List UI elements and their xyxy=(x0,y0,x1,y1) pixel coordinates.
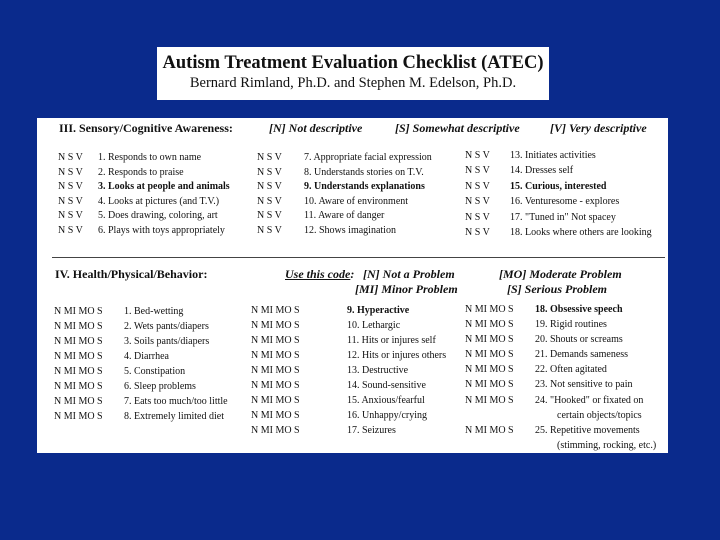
checklist-item xyxy=(465,424,656,439)
item-label: 2. Wets pants/diapers xyxy=(124,321,209,332)
rating-codes[interactable]: N S V xyxy=(257,166,282,178)
rating-codes[interactable]: N MI MO S xyxy=(465,364,514,376)
rating-codes[interactable]: N MI MO S xyxy=(465,334,514,346)
checklist-item xyxy=(257,166,432,181)
checklist-item xyxy=(465,394,656,409)
checklist-item xyxy=(58,224,230,239)
rating-codes[interactable]: N MI MO S xyxy=(251,380,300,391)
rating-codes[interactable]: N MI MO S xyxy=(251,395,300,406)
rating-codes[interactable]: N MI MO S xyxy=(251,350,300,361)
checklist-item xyxy=(54,319,228,334)
item-label: 4. Diarrhea xyxy=(124,351,169,362)
checklist-item xyxy=(465,318,656,333)
item-label: 16. Unhappy/crying xyxy=(347,410,427,421)
rating-codes[interactable]: N S V xyxy=(257,210,282,222)
section3-col3 xyxy=(465,149,652,241)
rating-codes[interactable]: N S V xyxy=(465,180,490,192)
item-label: 14. Sound-sensitive xyxy=(347,380,426,391)
item-label: 11. Hits or injures self xyxy=(347,335,436,346)
checklist-item xyxy=(465,164,652,179)
checklist-sheet: III. Sensory/Cognitive Awareness: [N] Not descriptive [S] Somewhat descriptive [V] Very descriptive N S V 1. Responds to own name N S V 2. Responds to praise N S V 3. Looks at people and animals N S V 4. Looks at pictures (and T.V.) N S V 5. Does drawing, coloring, art N S V 6. Plays with toys appropriately N S V 7. Appropriate facial expression N S V 8. Understands stories on T.V. N S V 9. Understands explanations N S V 10. Aware of environment N S V 11. Aware of danger N S V 12. Shows imagination N S V 13. Initiates activities N S V 14. Dresses self N S V 15. Curious, interested N S V 16. Venturesome - explores N S V 17. "Tuned in" Not spacey N S V 18. Looks where others are looking IV. Health/Physical/Behavior: Use this code: [N] Not a Problem [MI] Minor Problem [MO] Moderate Problem [S] Serious Problem N MI MO S 1. Bed-wetting N MI MO S 2. Wets pants/diapers N MI MO S 3. Soils pants/diapers N MI MO S 4. Diarrhea N MI MO S 5. Constipation N MI MO S 6. Sleep problems N MI MO S 7. Eats too much/too little N MI MO S 8. Extremely limited diet N MI MO S 9. Hyperactive N MI MO S 10. Lethargic N MI MO S 11. Hits or injures self N MI MO S 12. Hits or injures others N MI MO S 13. Destructive N MI MO S 14. Sound-sensitive N MI MO S 15. Anxious/fearful N MI MO S 16. Unhappy/crying N MI MO S 17. Seizures N MI MO S 18. Obsessive speech N MI MO S 19. Rigid routines N MI MO S 20. Shouts or screams N MI MO S 21. Demands sameness N MI MO S 22. Often agitated N MI MO S 23. Not sensitive to pain N MI MO S 24. "Hooked" or fixated on certain objects/topics N MI MO S 25. Repetitive movements (stimming, rocking, etc.) xyxy=(37,118,668,453)
item-label: 22. Often agitated xyxy=(535,364,607,376)
rating-codes[interactable]: N S V xyxy=(465,196,490,208)
section-divider xyxy=(52,257,665,258)
item-label: 6. Plays with toys appropriately xyxy=(98,224,225,236)
checklist-item xyxy=(257,224,432,239)
rating-codes[interactable] xyxy=(465,439,535,453)
rating-codes[interactable]: N MI MO S xyxy=(465,349,514,361)
item-label: 23. Not sensitive to pain xyxy=(535,379,633,391)
item-label: 18. Obsessive speech xyxy=(535,304,623,315)
rating-codes[interactable]: N MI MO S xyxy=(251,320,300,331)
rating-codes[interactable]: N MI MO S xyxy=(251,425,300,436)
rating-codes[interactable]: N S V xyxy=(257,181,282,193)
item-label: 1. Responds to own name xyxy=(98,152,202,163)
item-label: 5. Does drawing, coloring, art xyxy=(98,210,218,222)
checklist-item xyxy=(257,209,432,224)
item-label: 19. Rigid routines xyxy=(535,319,607,331)
checklist-item xyxy=(251,379,446,394)
rating-codes[interactable]: N MI MO S xyxy=(54,321,103,332)
title-box xyxy=(157,47,549,100)
item-label: 15. Anxious/fearful xyxy=(347,395,425,406)
section4-legend-s: [S] Serious Problem xyxy=(507,282,608,296)
checklist-item xyxy=(54,379,228,394)
checklist-item xyxy=(465,363,656,378)
item-label: 11. Aware of danger xyxy=(304,210,385,222)
rating-codes[interactable]: N S V xyxy=(58,181,83,193)
rating-codes[interactable]: N MI MO S xyxy=(251,365,300,376)
rating-codes[interactable]: N S V xyxy=(58,224,83,236)
checklist-item xyxy=(465,333,656,348)
section3-legend-n: [N] Not descriptive xyxy=(269,121,363,135)
checklist-item xyxy=(54,334,228,349)
rating-codes[interactable]: N S V xyxy=(465,165,490,177)
checklist-item xyxy=(251,394,446,409)
checklist-item xyxy=(465,211,652,226)
section4-col2 xyxy=(251,304,446,439)
checklist-item xyxy=(465,378,656,393)
item-label: 3. Soils pants/diapers xyxy=(124,336,210,347)
item-label: 13. Destructive xyxy=(347,365,409,376)
rating-codes[interactable]: N MI MO S xyxy=(54,396,103,407)
item-label: 24. "Hooked" or fixated on xyxy=(535,394,644,406)
section4-title: IV. Health/Physical/Behavior: xyxy=(55,267,208,281)
checklist-item xyxy=(465,439,656,453)
checklist-item xyxy=(257,180,432,195)
checklist-item xyxy=(54,349,228,364)
section3-col1 xyxy=(58,151,230,239)
checklist-item xyxy=(257,151,432,166)
section4-legend-n: [N] Not a Problem xyxy=(363,267,455,281)
rating-codes[interactable]: N MI MO S xyxy=(54,336,103,347)
checklist-item xyxy=(465,226,652,241)
checklist-item xyxy=(465,180,652,195)
checklist-item xyxy=(465,409,656,424)
rating-codes[interactable]: N S V xyxy=(465,150,490,161)
item-label: 21. Demands sameness xyxy=(535,349,629,361)
rating-codes[interactable]: N S V xyxy=(257,152,282,163)
section4-col3 xyxy=(465,303,656,453)
item-label: 7. Eats too much/too little xyxy=(124,396,228,407)
checklist-item xyxy=(465,303,656,318)
rating-codes[interactable]: N MI MO S xyxy=(251,305,300,316)
item-label: (stimming, rocking, etc.) xyxy=(557,439,657,451)
item-label: 5. Constipation xyxy=(124,366,186,377)
section3-legend-v: [V] Very descriptive xyxy=(550,121,647,135)
rating-codes[interactable]: N S V xyxy=(465,226,490,238)
checklist-item xyxy=(465,195,652,210)
rating-codes[interactable]: N S V xyxy=(465,211,490,223)
checklist-item xyxy=(54,364,228,379)
rating-codes[interactable]: N MI MO S xyxy=(465,319,514,331)
rating-codes[interactable]: N S V xyxy=(58,152,83,163)
authors: Bernard Rimland, Ph.D. and Stephen M. Edelson, Ph.D. xyxy=(189,75,517,91)
item-label: 10. Aware of environment xyxy=(304,195,409,207)
item-label: 10. Lethargic xyxy=(347,320,401,331)
item-label: 3. Looks at people and animals xyxy=(98,181,230,193)
item-label: 6. Sleep problems xyxy=(124,381,196,392)
item-label: 15. Curious, interested xyxy=(510,180,607,192)
item-label: 25. Repetitive movements xyxy=(535,424,640,436)
item-label: 8. Understands stories on T.V. xyxy=(304,166,424,178)
section4-legend-mi: [MI] Minor Problem xyxy=(355,282,458,296)
checklist-item xyxy=(251,349,446,364)
rating-codes[interactable]: N MI MO S xyxy=(54,381,103,392)
checklist-item xyxy=(54,409,228,424)
checklist-item xyxy=(58,166,230,181)
item-label: 14. Dresses self xyxy=(510,165,574,177)
item-label: 1. Bed-wetting xyxy=(124,306,184,317)
rating-codes[interactable]: N MI MO S xyxy=(54,366,103,377)
rating-codes[interactable]: N MI MO S xyxy=(465,304,514,315)
rating-codes[interactable]: N MI MO S xyxy=(54,411,103,422)
checklist-item xyxy=(257,195,432,210)
checklist-item xyxy=(58,195,230,210)
item-label: 16. Venturesome - explores xyxy=(510,196,620,208)
checklist-item xyxy=(251,304,446,319)
item-label: 17. "Tuned in" Not spacey xyxy=(510,211,616,223)
checklist-item xyxy=(58,151,230,166)
section4-use-code: Use this code xyxy=(285,267,351,281)
section3-legend-s: [S] Somewhat descriptive xyxy=(395,121,520,135)
item-label: 4. Looks at pictures (and T.V.) xyxy=(98,195,220,207)
checklist-item xyxy=(465,149,652,164)
section3-col2 xyxy=(257,151,432,239)
rating-codes[interactable] xyxy=(465,409,535,424)
item-label: 9. Understands explanations xyxy=(304,181,425,193)
section4-col1 xyxy=(54,304,228,424)
checklist-item xyxy=(251,424,446,439)
rating-codes[interactable]: N MI MO S xyxy=(465,424,514,436)
section4-legend-mo: [MO] Moderate Problem xyxy=(499,267,622,281)
item-label: 12. Shows imagination xyxy=(304,224,396,236)
item-label: 12. Hits or injures others xyxy=(347,350,447,361)
item-label: 7. Appropriate facial expression xyxy=(304,152,432,163)
item-label: 13. Initiates activities xyxy=(510,150,596,161)
checklist-item xyxy=(251,364,446,379)
item-label: 20. Shouts or screams xyxy=(535,334,623,346)
item-label: 2. Responds to praise xyxy=(98,166,184,178)
rating-codes[interactable]: N S V xyxy=(58,195,83,207)
item-label: 17. Seizures xyxy=(347,425,396,436)
checklist-item xyxy=(251,319,446,334)
checklist-item xyxy=(58,209,230,224)
checklist-item xyxy=(58,180,230,195)
rating-codes[interactable]: N MI MO S xyxy=(465,394,514,406)
rating-codes[interactable]: N S V xyxy=(58,166,83,178)
page-title: Autism Treatment Evaluation Checklist (ATEC) xyxy=(162,53,544,73)
section3-title: III. Sensory/Cognitive Awareness: xyxy=(59,121,233,135)
checklist-item xyxy=(54,304,228,319)
rating-codes[interactable]: N MI MO S xyxy=(465,379,514,391)
checklist-item xyxy=(251,334,446,349)
rating-codes[interactable]: N S V xyxy=(257,224,282,236)
rating-codes[interactable]: N MI MO S xyxy=(251,335,300,346)
rating-codes[interactable]: N S V xyxy=(58,210,83,222)
rating-codes[interactable]: N S V xyxy=(257,195,282,207)
checklist-item xyxy=(251,409,446,424)
rating-codes[interactable]: N MI MO S xyxy=(54,306,103,317)
checklist-item xyxy=(54,394,228,409)
item-label: certain objects/topics xyxy=(557,409,642,421)
item-label: 8. Extremely limited diet xyxy=(124,411,224,422)
checklist-item xyxy=(465,348,656,363)
rating-codes[interactable]: N MI MO S xyxy=(251,410,300,421)
rating-codes[interactable]: N MI MO S xyxy=(54,351,103,362)
item-label: 9. Hyperactive xyxy=(347,305,410,316)
item-label: 18. Looks where others are looking xyxy=(510,226,652,238)
